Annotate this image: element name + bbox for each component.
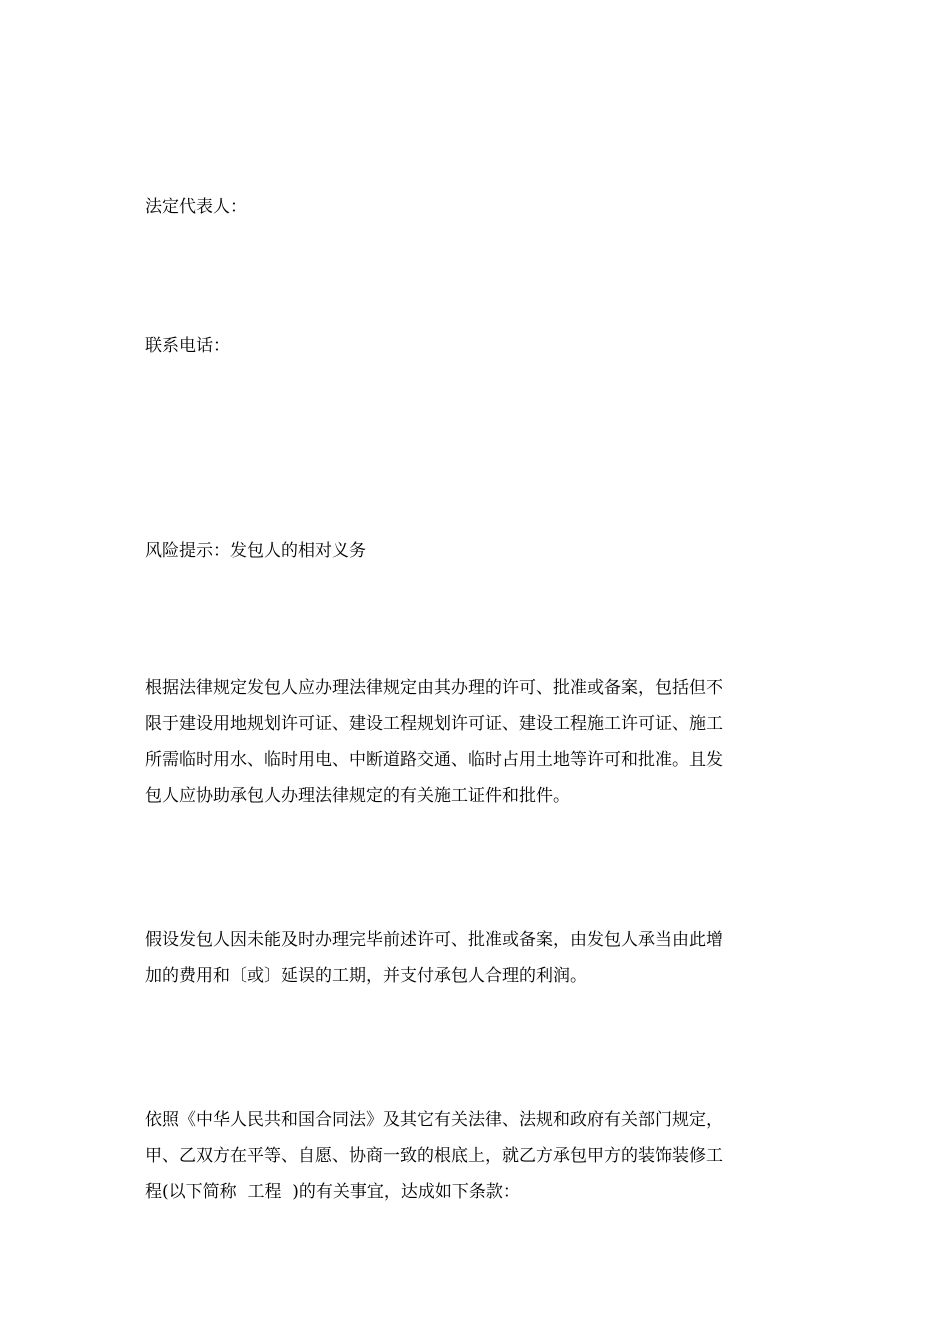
- paragraph-line: 程(以下简称 工程 )的有关事宜，达成如下条款：: [145, 1182, 520, 1202]
- paragraph-delay-costs: [145, 922, 810, 994]
- paragraph-line: 依照《中华人民共和国合同法》及其它有关法律、法规和政府有关部门规定，: [145, 1110, 723, 1130]
- legal-representative-label: 法定代表人：: [145, 197, 247, 217]
- paragraph-line: 所需临时用水、临时用电、中断道路交通、临时占用土地等许可和批准。且发: [145, 750, 723, 770]
- paragraph-line: 加的费用和〔或〕延误的工期，并支付承包人合理的利润。: [145, 966, 587, 986]
- paragraph-line: 根据法律规定发包人应办理法律规定由其办理的许可、批准或备案，包括但不: [145, 678, 723, 698]
- paragraph-line: 假设发包人因未能及时办理完毕前述许可、批准或备案，由发包人承当由此增: [145, 930, 723, 950]
- contact-phone-label: 联系电话：: [145, 336, 230, 356]
- risk-warning-heading: 风险提示：发包人的相对义务: [145, 541, 366, 561]
- paragraph-line: 包人应协助承包人办理法律规定的有关施工证件和批件。: [145, 786, 570, 806]
- paragraph-permits: [145, 670, 810, 814]
- paragraph-contract-basis: [145, 1102, 810, 1210]
- paragraph-line: 限于建设用地规划许可证、建设工程规划许可证、建设工程施工许可证、施工: [145, 714, 723, 734]
- paragraph-line: 甲、乙双方在平等、自愿、协商一致的根底上，就乙方承包甲方的装饰装修工: [145, 1146, 723, 1166]
